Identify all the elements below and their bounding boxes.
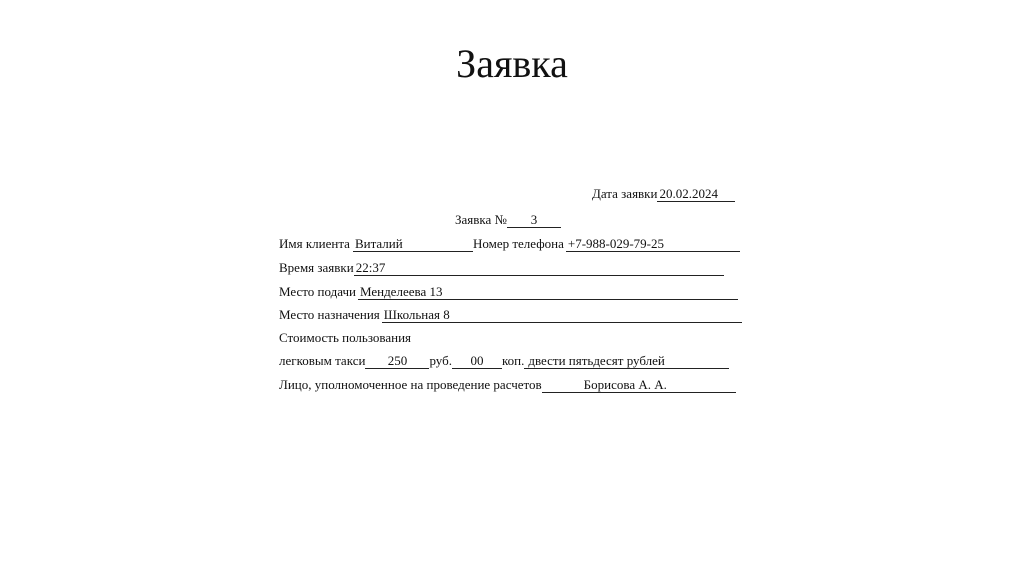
client-row <box>279 235 740 253</box>
kop-field <box>452 354 502 369</box>
client-value: Виталий <box>354 237 403 251</box>
pickup-value: Менделеева 13 <box>359 285 443 299</box>
destination-field <box>382 308 742 323</box>
responsible-value: Борисова А. А. <box>583 378 667 392</box>
slide-title: Заявка <box>456 41 568 86</box>
date-row <box>592 185 735 203</box>
rub-label: руб. <box>429 353 452 368</box>
amount-words-field <box>524 354 729 369</box>
cost-row-2 <box>279 352 729 370</box>
amount-words-value: двести пятьдесят рублей <box>528 354 665 368</box>
kop-label: коп. <box>501 353 525 368</box>
client-field <box>353 237 473 252</box>
destination-label: Место назначения <box>279 307 380 322</box>
request-number-field <box>507 213 561 228</box>
responsible-field <box>542 378 736 393</box>
time-row <box>279 259 724 277</box>
phone-value: +7-988-029-79-25 <box>567 237 665 251</box>
pickup-label: Место подачи <box>279 284 356 299</box>
destination-row <box>279 306 742 324</box>
request-number-value: 3 <box>530 213 538 227</box>
phone-label: Номер телефона <box>472 236 564 251</box>
request-number-row <box>455 211 561 229</box>
cost-label-1: Стоимость пользования <box>279 330 412 345</box>
responsible-label: Лицо, уполномоченное на проведение расчетов <box>279 377 542 392</box>
request-number-label: Заявка № <box>455 212 507 227</box>
time-label: Время заявки <box>279 260 354 275</box>
rub-field <box>365 354 429 369</box>
phone-field <box>566 237 740 252</box>
responsible-row <box>279 376 736 394</box>
cost-row-1 <box>279 329 411 347</box>
rub-value: 250 <box>387 354 408 368</box>
pickup-row <box>279 283 738 301</box>
time-field <box>354 261 724 276</box>
kop-value: 00 <box>470 354 484 368</box>
date-value: 20.02.2024 <box>659 187 718 201</box>
date-label: Дата заявки <box>592 186 658 201</box>
pickup-field <box>358 285 738 300</box>
destination-value: Школьная 8 <box>383 308 450 322</box>
client-label: Имя клиента <box>279 236 350 251</box>
time-value: 22:37 <box>355 261 386 275</box>
cost-label-2: легковым такси <box>279 353 366 368</box>
date-field <box>657 187 735 202</box>
